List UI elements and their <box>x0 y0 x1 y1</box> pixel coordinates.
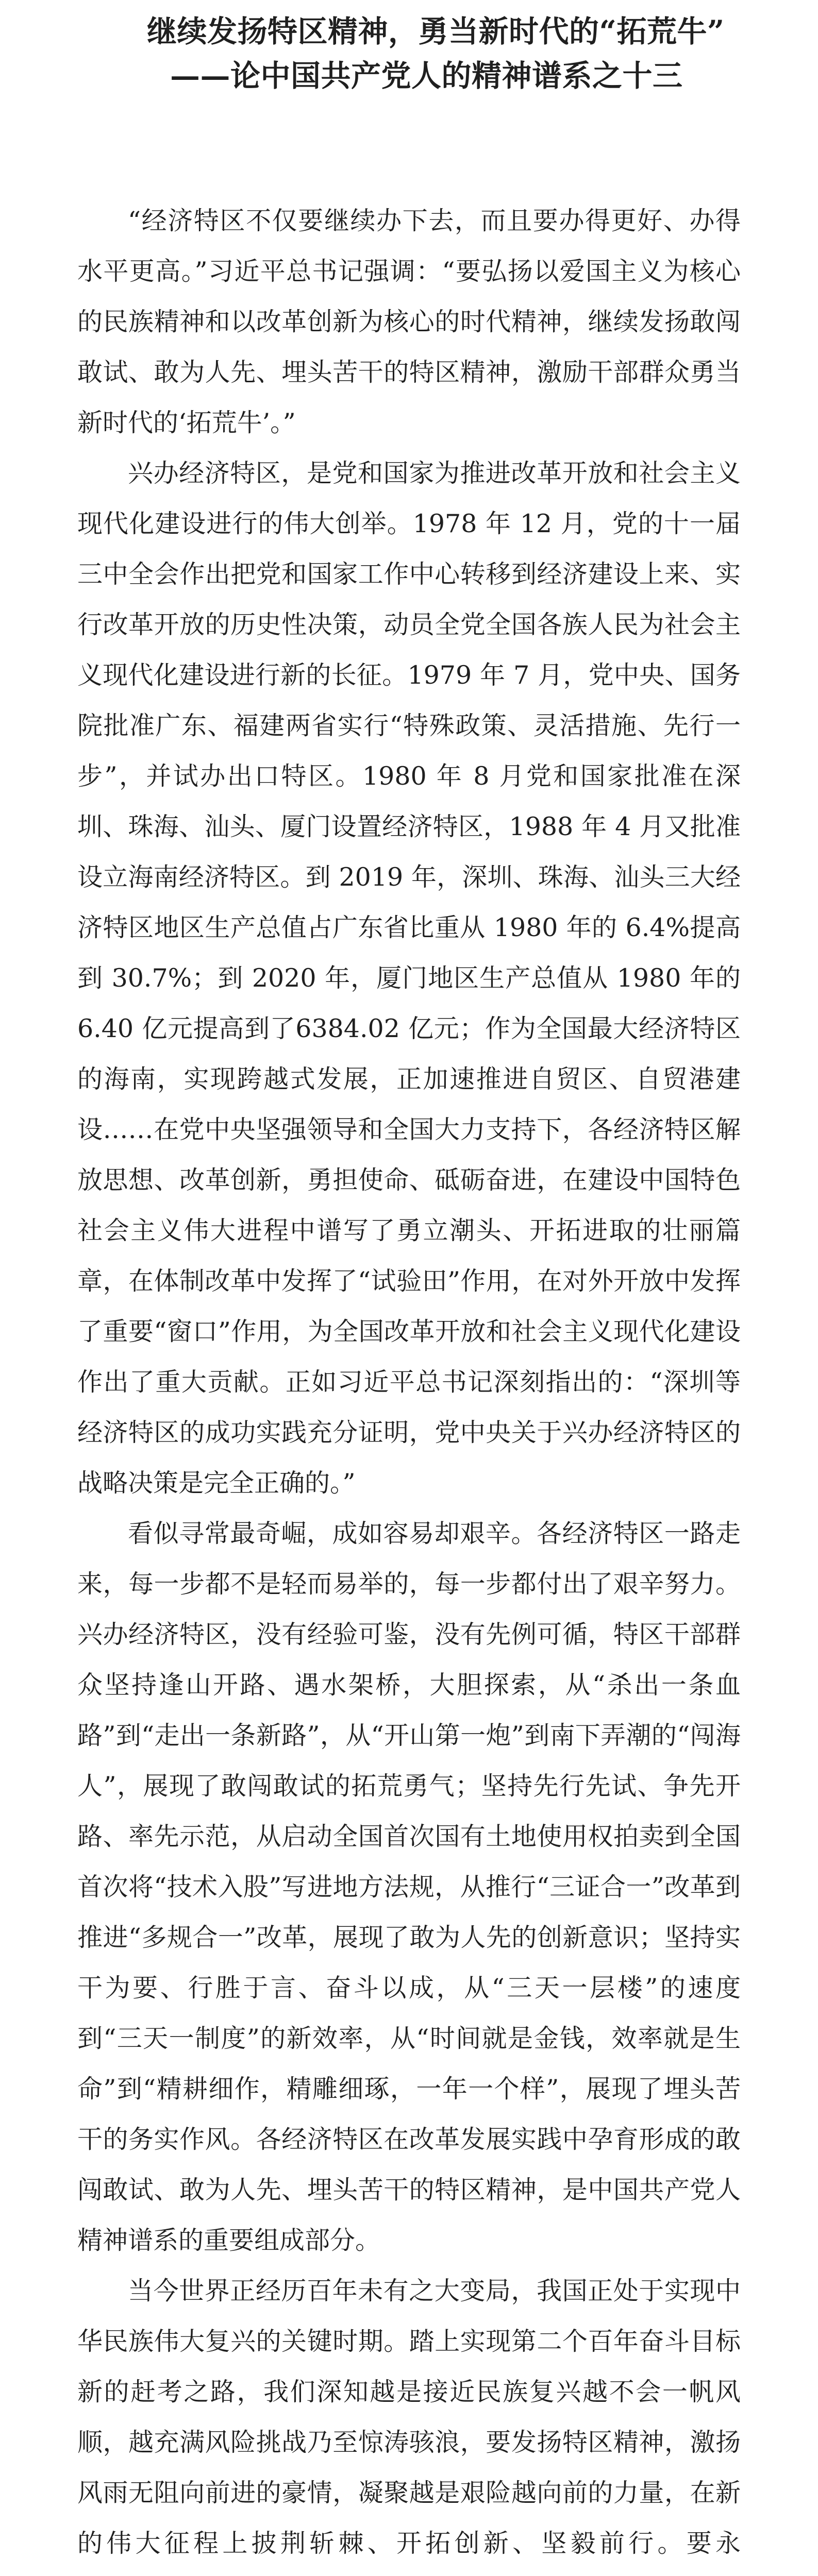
article-body <box>77 196 741 2576</box>
paragraph-1: “经济特区不仅要继续办下去，而且要办得更好、办得水平更高。”习近平总书记强调：“要弘扬以爱国主义为核心的民族精神和以改革创新为核心的时代精神，继续发扬敢闯敢试、敢为人先、埋头苦干的特区精神，激励干部群众勇当新时代的‘拓荒牛’。” <box>77 206 741 437</box>
article-title: 继续发扬特区精神，勇当新时代的“拓荒牛” <box>147 14 725 49</box>
paragraph-2: 兴办经济特区，是党和国家为推进改革开放和社会主义现代化建设进行的伟大创举。1978 年 12 月，党的十一届三中全会作出把党和国家工作中心转移到经济建设上来、实行改革开放的历史性决策，动员全党全国各族人民为社会主义现代化建设进行新的长征。1979 年 7 月，党中央、国务院批准广东、福建两省实行“特殊政策、灵活措施、先行一步”，并试办出口特区。1980 年 8 月党和国家批准在深圳、珠海、汕头、厦门设置经济特区，1988 年 4 月又批准设立海南经济特区。到 2019 年，深圳、珠海、汕头三大经济特区地区生产总值占广东省比重从 1980 年的 6.4%提高到 30.7%；到 2020 年，厦门地区生产总值从 1980 年的 6.40 亿元提高到了6384.02 亿元；作为全国最大经济特区的海南，实现跨越式发展，正加速推进自贸区、自贸港建设……在党中央坚强领导和全国大力支持下，各经济特区解放思想、改革创新，勇担使命、砥砺奋进，在建设中国特色社会主义伟大进程中谱写了勇立潮头、开拓进取的壮丽篇章，在体制改革中发挥了“试验田”作用，在对外开放中发挥了重要“窗口”作用，为全国改革开放和社会主义现代化建设作出了重大贡献。正如习近平总书记深刻指出的：“深圳等经济特区的成功实践充分证明，党中央关于兴办经济特区的战略决策是完全正确的。” <box>77 459 741 1498</box>
paragraph-4: 当今世界正经历百年未有之大变局，我国正处于实现中华民族伟大复兴的关键时期。踏上实现第二个百年奋斗目标新的赶考之路，我们深知越是接近民族复兴越不会一帆风顺，越充满风险挑战乃至惊涛骇浪，要发扬特区精神，激扬风雨无阻向前进的豪情，凝聚越是艰险越向前的力量，在新的伟大征程上披荆斩棘、开拓创新、坚毅前行。要永 <box>77 2276 741 2558</box>
article-subtitle: ——论中国共产党人的精神谱系之十三 <box>170 58 683 93</box>
headline <box>77 9 741 98</box>
paragraph-3: 看似寻常最奇崛，成如容易却艰辛。各经济特区一路走来，每一步都不是轻而易举的，每一步都付出了艰辛努力。兴办经济特区，没有经验可鉴，没有先例可循，特区干部群众坚持逢山开路、遇水架桥，大胆探索，从“杀出一条血路”到“走出一条新路”，从“开山第一炮”到南下弄潮的“闯海人”，展现了敢闯敢试的拓荒勇气；坚持先行先试、争先开路、率先示范，从启动全国首次国有土地使用权拍卖到全国首次将“技术入股”写进地方法规，从推行“三证合一”改革到推进“多规合一”改革，展现了敢为人先的创新意识；坚持实干为要、行胜于言、奋斗以成，从“三天一层楼”的速度到“三天一制度”的新效率，从“时间就是金钱，效率就是生命”到“精耕细作，精雕细琢，一年一个样”，展现了埋头苦干的务实作风。各经济特区在改革发展实践中孕育形成的敢闯敢试、敢为人先、埋头苦干的特区精神，是中国共产党人精神谱系的重要组成部分。 <box>77 1519 741 2255</box>
